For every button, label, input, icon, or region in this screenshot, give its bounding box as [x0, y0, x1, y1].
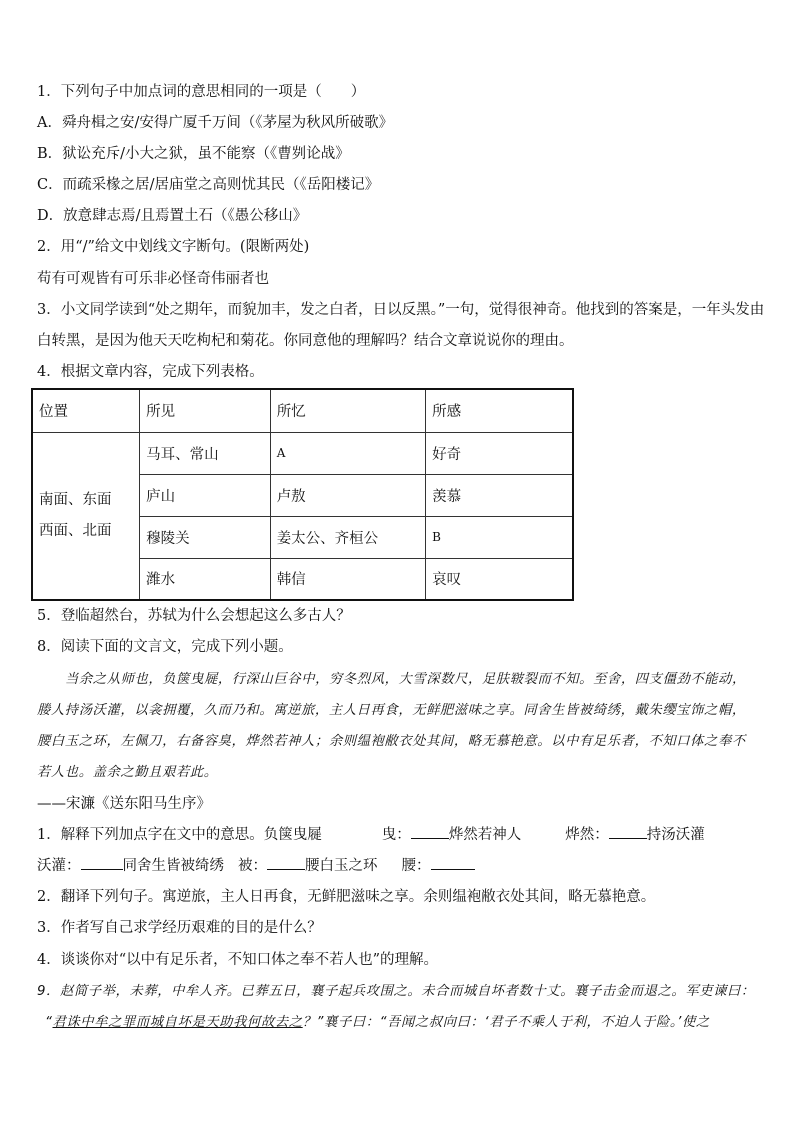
- quote-open: “: [45, 1015, 53, 1030]
- sub1-text: 同舍生皆被绮绣: [122, 858, 224, 874]
- position-cell: [32, 432, 140, 600]
- answer-blank[interactable]: [609, 838, 647, 839]
- q8-sub4: 4．谈谈你对“以中有足乐者，不知口体之奉不若人也”的理解。: [37, 952, 439, 968]
- table-cell: A: [270, 432, 425, 474]
- passage-line: 腰白玉之环，左佩刀，右备容臭，烨然若神人；余则缊袍敝衣处其间，略无慕艳意。以中有足乐者，不知口体之奉不: [37, 734, 746, 749]
- q8-sub1-line1: [37, 825, 705, 845]
- table-cell: 卢敖: [270, 474, 425, 516]
- table-header: 位置: [32, 389, 140, 432]
- table-cell: 穆陵关: [140, 516, 271, 558]
- q8-passage: [37, 664, 759, 788]
- table-header: 所见: [140, 389, 271, 432]
- position-label: 南面、东面: [39, 491, 112, 508]
- table-cell: 庐山: [140, 474, 271, 516]
- q9-passage: [37, 976, 759, 1038]
- sub1-text: 烨然若神人: [448, 827, 522, 843]
- sub1-text: 腰白玉之环: [305, 858, 378, 874]
- table-cell: 好奇: [426, 432, 573, 474]
- q5-stem: 5．登临超然台，苏轼为什么会想起这么多古人？: [37, 608, 351, 624]
- answer-blank[interactable]: [267, 869, 305, 870]
- q2-text: 苟有可观皆有可乐非必怪奇伟丽者也: [37, 271, 269, 287]
- table-cell: 哀叹: [426, 558, 573, 600]
- sub1-text: 1．解释下列加点字在文中的意思。负箧曳屣: [37, 827, 322, 843]
- table-cell: B: [426, 516, 573, 558]
- underlined-sentence: 君诛中牟之罪而城自坏是天助我何故去之: [52, 1015, 303, 1030]
- q1-option-d: D．放意肆志焉/且焉置土石（《愚公移山》: [37, 208, 308, 224]
- passage-line: 当余之从师也，负箧曳屣，行深山巨谷中，穷冬烈风，大雪深数尺，足肤皲裂而不知。至舍，四支僵劲不能动，: [65, 672, 746, 687]
- table-header-row: [32, 389, 573, 432]
- sub1-label: 被：: [238, 858, 267, 874]
- sub1-label: 沃灌：: [37, 858, 81, 874]
- q9-line2-rest: ？”襄子曰：“吾闻之叔向曰：‘君子不乘人于利，不迫人于险。’使之: [302, 1015, 710, 1030]
- q1-option-b: B．狱讼充斥/小大之狱，虽不能察（《曹刿论战》: [37, 146, 350, 162]
- answer-blank[interactable]: [411, 838, 449, 839]
- table-cell: 羡慕: [426, 474, 573, 516]
- sub1-label: 曳：: [381, 827, 411, 843]
- sub1-text: 持汤沃灌: [646, 827, 705, 843]
- passage-line: 媵人持汤沃灌，以衾拥覆，久而乃和。寓逆旅，主人日再食，无鲜肥滋味之享。同舍生皆被绮绣，戴朱缨宝饰之帽，: [37, 703, 746, 718]
- q3-line1: 3．小文同学读到“处之期年，而貌加丰，发之白者，日以反黑。”一句，觉得很神奇。他找到的答案是，一年头发由: [37, 302, 765, 318]
- q8-source: ——宋濂《送东阳马生序》: [37, 796, 211, 812]
- q1-option-c: C．而疏采椽之居/居庙堂之高则忧其民（《岳阳楼记》: [37, 177, 380, 193]
- q4-stem: 4．根据文章内容，完成下列表格。: [37, 364, 264, 380]
- q8-sub1-line2: [37, 856, 475, 876]
- position-label: 西面、北面: [39, 522, 112, 539]
- q9-line1: 9．赵简子举，未葬，中牟人齐。已葬五日，襄子起兵攻围之。未合而城自坏者数十丈。襄子击金而退之。军吏谏曰：: [37, 984, 755, 999]
- table-row: [32, 432, 573, 474]
- passage-line: 若人也。盖余之勤且艰若此。: [37, 765, 218, 780]
- answer-blank[interactable]: [431, 869, 475, 870]
- q2-stem: 2．用“/”给文中划线文字断句。(限断两处): [37, 239, 310, 255]
- table-cell: 潍水: [140, 558, 271, 600]
- answer-blank[interactable]: [81, 869, 123, 870]
- q1-stem: 1．下列句子中加点词的意思相同的一项是（ ）: [37, 84, 366, 100]
- sub1-label: 烨然：: [565, 827, 609, 843]
- table-header: 所忆: [270, 389, 425, 432]
- table-cell: 马耳、常山: [140, 432, 271, 474]
- q9-line2: [37, 1007, 759, 1038]
- table-header: 所感: [426, 389, 573, 432]
- table-cell: 姜太公、齐桓公: [270, 516, 425, 558]
- q8-sub3: 3．作者写自己求学经历艰难的目的是什么？: [37, 920, 322, 936]
- q3-line2: 白转黑，是因为他天天吃枸杞和菊花。你同意他的理解吗？结合文章说说你的理由。: [37, 333, 574, 349]
- q1-option-a: A．舜舟楫之安/安得广厦千万间（《茅屋为秋风所破歌》: [37, 115, 394, 131]
- q4-table: [31, 388, 574, 601]
- q8-sub2: 2．翻译下列句子。寓逆旅，主人日再食，无鲜肥滋味之享。余则缊袍敝衣处其间，略无慕艳意。: [37, 889, 656, 905]
- q8-stem: 8．阅读下面的文言文，完成下列小题。: [37, 639, 293, 655]
- sub1-label: 腰：: [401, 858, 431, 874]
- table-cell: 韩信: [270, 558, 425, 600]
